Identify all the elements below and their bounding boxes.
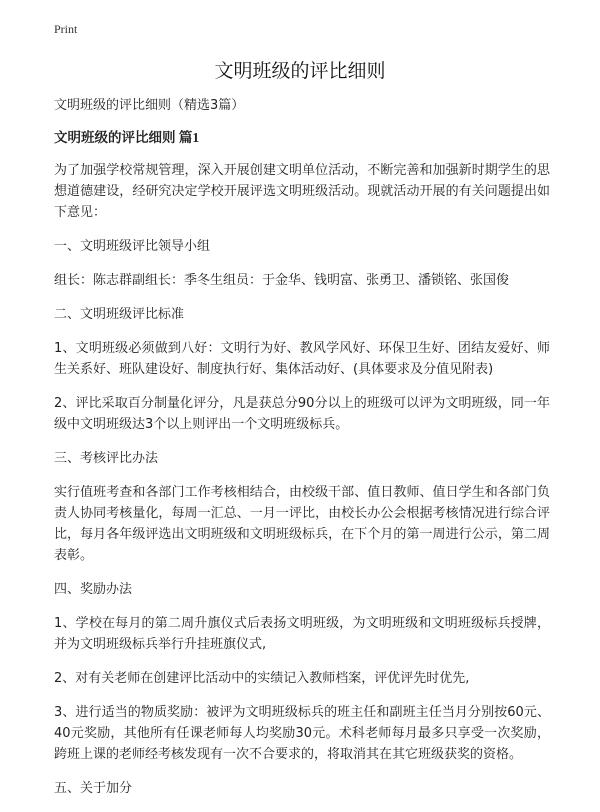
- page-title: 文明班级的评比细则: [214, 60, 386, 82]
- standards-item-2: 2、评比采取百分制量化评分，凡是获总分90分以上的班级可以评为文明班级，同一年级中文明班级达3个以上则评出一个文明班级标兵。: [54, 396, 550, 432]
- rewards-item-3: 3、进行适当的物质奖励：被评为文明班级标兵的班主任和副班主任当月分别按60元、40元奖励，其他所有任课老师每人均奖励30元。术科老师每月最多只享受一次奖励，跨班上课的老师经考核发现有一次不合要求的，将取消其在其它班级获奖的资格。: [54, 705, 550, 762]
- section-heading-rewards: 四、奖励办法: [54, 582, 133, 597]
- rewards-item-2: 2、对有关老师在创建评比活动中的实绩记入教师档案，评优评先时优先,: [54, 671, 470, 686]
- document-body: [54, 95, 550, 812]
- assessment-paragraph: 实行值班考查和各部门工作考核相结合，由校级干部、值日教师、值日学生和各部门负责人协同考核量化，每周一汇总、一月一评比，由校长办公会根据考核情况进行综合评比，每月各年级评选出文明班级和文明班级标兵，在下个月的第一周进行公示，第二周表彰。: [54, 485, 550, 563]
- section-heading-bonus: 五、关于加分: [54, 781, 133, 796]
- section-heading-assessment: 三、考核评比办法: [54, 451, 159, 466]
- print-link[interactable]: Print: [54, 22, 78, 36]
- standards-item-1: 1、文明班级必须做到八好：文明行为好、教风学风好、环保卫生好、团结友爱好、师生关系好、班队建设好、制度执行好、集体活动好、(具体要求及分值见附表): [54, 341, 550, 377]
- article-heading: 文明班级的评比细则 篇1: [54, 130, 200, 145]
- leadership-members: 组长：陈志群副组长：季冬生组员：于金华、钱明富、张勇卫、潘锁铭、张国俊: [54, 273, 510, 288]
- document-subtitle: 文明班级的评比细则（精选3篇）: [54, 98, 245, 113]
- section-heading-standards: 二、文明班级评比标准: [54, 307, 185, 322]
- rewards-item-1: 1、学校在每月的第二周升旗仪式后表扬文明班级，为文明班级和文明班级标兵授牌，并为文明班级标兵举行升挂班旗仪式,: [54, 616, 550, 652]
- intro-paragraph: 为了加强学校常规管理，深入开展创建文明单位活动，不断完善和加强新时期学生的思想道德建设，经研究决定学校开展评选文明班级活动。现就活动开展的有关问题提出如下意见：: [54, 163, 550, 220]
- section-heading-leadership: 一、文明班级评比领导小组: [54, 239, 211, 254]
